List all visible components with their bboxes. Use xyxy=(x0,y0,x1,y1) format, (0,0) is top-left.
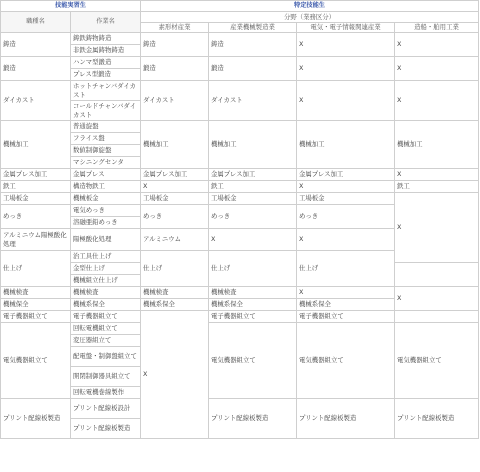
field-header-electronics: 電気・電子情報関連産業 xyxy=(297,23,395,33)
electronics-cell: X xyxy=(297,229,395,251)
industrial-machinery-cell: 機械加工 xyxy=(209,121,297,169)
work-name-cell: 開閉制御器具組立て xyxy=(71,367,141,387)
material-industry-cell: X xyxy=(141,311,209,439)
work-name-cell: 鋳鉄鋳物鋳造 xyxy=(71,33,141,45)
industrial-machinery-cell: めっき xyxy=(209,205,297,229)
work-name-cell: コールドチャンバダイカスト xyxy=(71,101,141,121)
field-header-material: 素形材産業 xyxy=(141,23,209,33)
shipbuilding-cell: 鉄工 xyxy=(395,181,479,193)
material-industry-cell: 鍛造 xyxy=(141,57,209,81)
electronics-cell: 機械系保全 xyxy=(297,299,395,311)
material-industry-cell: めっき xyxy=(141,205,209,229)
work-name-cell: 回転電機巻線製作 xyxy=(71,387,141,399)
field-header-industrial-machinery: 産業機械製造業 xyxy=(209,23,297,33)
work-name-header: 作業名 xyxy=(71,12,141,33)
shipbuilding-cell: X xyxy=(395,81,479,121)
electronics-cell: プリント配線板製造 xyxy=(297,399,395,439)
specified-skills-header: 特定技能生 xyxy=(141,1,479,12)
shipbuilding-cell: X xyxy=(395,193,479,263)
industrial-machinery-cell: 工場板金 xyxy=(209,193,297,205)
work-name-cell: 電気めっき xyxy=(71,205,141,217)
electronics-cell: めっき xyxy=(297,205,395,229)
electronics-cell: 仕上げ xyxy=(297,251,395,287)
electronics-cell: X xyxy=(297,33,395,57)
industrial-machinery-cell: 電子機器組立て xyxy=(209,311,297,323)
job-type-cell: 電気機器組立て xyxy=(1,323,71,399)
industrial-machinery-cell: ダイカスト xyxy=(209,81,297,121)
work-name-cell: 機械系保全 xyxy=(71,299,141,311)
electronics-cell: 金属プレス加工 xyxy=(297,169,395,181)
material-industry-cell: 機械加工 xyxy=(141,121,209,169)
work-name-cell: 治工具仕上げ xyxy=(71,251,141,263)
material-industry-cell: アルミニウム xyxy=(141,229,209,251)
shipbuilding-cell: X xyxy=(395,169,479,181)
job-type-cell: 鉄工 xyxy=(1,181,71,193)
industrial-machinery-cell: 鋳造 xyxy=(209,33,297,57)
work-name-cell: 電子機器組立て xyxy=(71,311,141,323)
job-type-cell: アルミニウム陽極酸化処理 xyxy=(1,229,71,251)
industrial-machinery-cell: 鉄工 xyxy=(209,181,297,193)
material-industry-cell: 鋳造 xyxy=(141,33,209,57)
electronics-cell: X xyxy=(297,81,395,121)
work-name-cell: 金型仕上げ xyxy=(71,263,141,275)
industrial-machinery-cell: 仕上げ xyxy=(209,251,297,287)
job-type-cell: 機械加工 xyxy=(1,121,71,169)
work-name-cell: プリント配線板製造 xyxy=(71,419,141,439)
shipbuilding-cell: X xyxy=(395,33,479,57)
work-name-cell: 構造物鉄工 xyxy=(71,181,141,193)
industrial-machinery-cell: 鍛造 xyxy=(209,57,297,81)
job-type-header: 職種名 xyxy=(1,12,71,33)
job-type-cell: 仕上げ xyxy=(1,251,71,287)
shipbuilding-cell xyxy=(395,311,479,323)
work-name-cell: 非鉄金属鋳物鋳造 xyxy=(71,45,141,57)
industrial-machinery-cell: 金属プレス加工 xyxy=(209,169,297,181)
job-type-cell: 機械検査 xyxy=(1,287,71,299)
electronics-cell: 機械加工 xyxy=(297,121,395,169)
work-name-cell: 金属プレス xyxy=(71,169,141,181)
job-type-cell: 鍛造 xyxy=(1,57,71,81)
field-header: 分野（業務区分） xyxy=(141,12,479,23)
electronics-cell: X xyxy=(297,287,395,299)
electronics-cell: 電気機器組立て xyxy=(297,323,395,399)
job-type-cell: 鋳造 xyxy=(1,33,71,57)
work-name-cell: フライス盤 xyxy=(71,133,141,145)
job-type-cell: ダイカスト xyxy=(1,81,71,121)
material-industry-cell: 金属プレス加工 xyxy=(141,169,209,181)
material-industry-cell: 仕上げ xyxy=(141,251,209,287)
job-type-cell: 金属プレス加工 xyxy=(1,169,71,181)
material-industry-cell: ダイカスト xyxy=(141,81,209,121)
material-industry-cell: X xyxy=(141,181,209,193)
industrial-machinery-cell: プリント配線板製造 xyxy=(209,399,297,439)
work-name-cell: 普通旋盤 xyxy=(71,121,141,133)
work-name-cell: 溶融亜鉛めっき xyxy=(71,217,141,229)
job-type-cell: 機械保全 xyxy=(1,299,71,311)
job-type-cell: プリント配線板製造 xyxy=(1,399,71,439)
work-name-cell: ハンマ型鍛造 xyxy=(71,57,141,69)
shipbuilding-cell: プリント配線板製造 xyxy=(395,399,479,439)
job-type-cell: 電子機器組立て xyxy=(1,311,71,323)
work-name-cell: 回転電機組立て xyxy=(71,323,141,335)
work-name-cell: プレス型鍛造 xyxy=(71,69,141,81)
work-name-cell: 陽極酸化処理 xyxy=(71,229,141,251)
work-name-cell: マシニングセンタ xyxy=(71,157,141,169)
work-name-cell: 変圧器組立て xyxy=(71,335,141,347)
work-name-cell: 機械検査 xyxy=(71,287,141,299)
electronics-cell: X xyxy=(297,181,395,193)
work-name-cell: 配電盤・制御盤組立て xyxy=(71,347,141,367)
work-name-cell: プリント配線板設計 xyxy=(71,399,141,419)
electronics-cell: X xyxy=(297,57,395,81)
shipbuilding-cell: X xyxy=(395,57,479,81)
work-name-cell: ホットチャンバダイカスト xyxy=(71,81,141,101)
material-industry-cell: 工場板金 xyxy=(141,193,209,205)
material-industry-cell: 機械系保全 xyxy=(141,299,209,311)
job-type-cell: 工場板金 xyxy=(1,193,71,205)
work-name-cell: 機械板金 xyxy=(71,193,141,205)
shipbuilding-cell: 機械加工 xyxy=(395,121,479,169)
industrial-machinery-cell: 機械検査 xyxy=(209,287,297,299)
job-type-cell: めっき xyxy=(1,205,71,229)
work-name-cell: 機械組立仕上げ xyxy=(71,275,141,287)
shipbuilding-cell: X xyxy=(395,287,479,311)
industrial-machinery-cell: 機械系保全 xyxy=(209,299,297,311)
shipbuilding-cell: 電気機器組立て xyxy=(395,323,479,399)
material-industry-cell: 機械検査 xyxy=(141,287,209,299)
field-header-shipbuilding: 造船・舶用工業 xyxy=(395,23,479,33)
trainee-header: 技能実習生 xyxy=(1,1,141,12)
electronics-cell: 工場板金 xyxy=(297,193,395,205)
work-name-cell: 数値制御旋盤 xyxy=(71,145,141,157)
industrial-machinery-cell: X xyxy=(209,229,297,251)
industrial-machinery-cell: 電気機器組立て xyxy=(209,323,297,399)
electronics-cell: 電子機器組立て xyxy=(297,311,395,323)
